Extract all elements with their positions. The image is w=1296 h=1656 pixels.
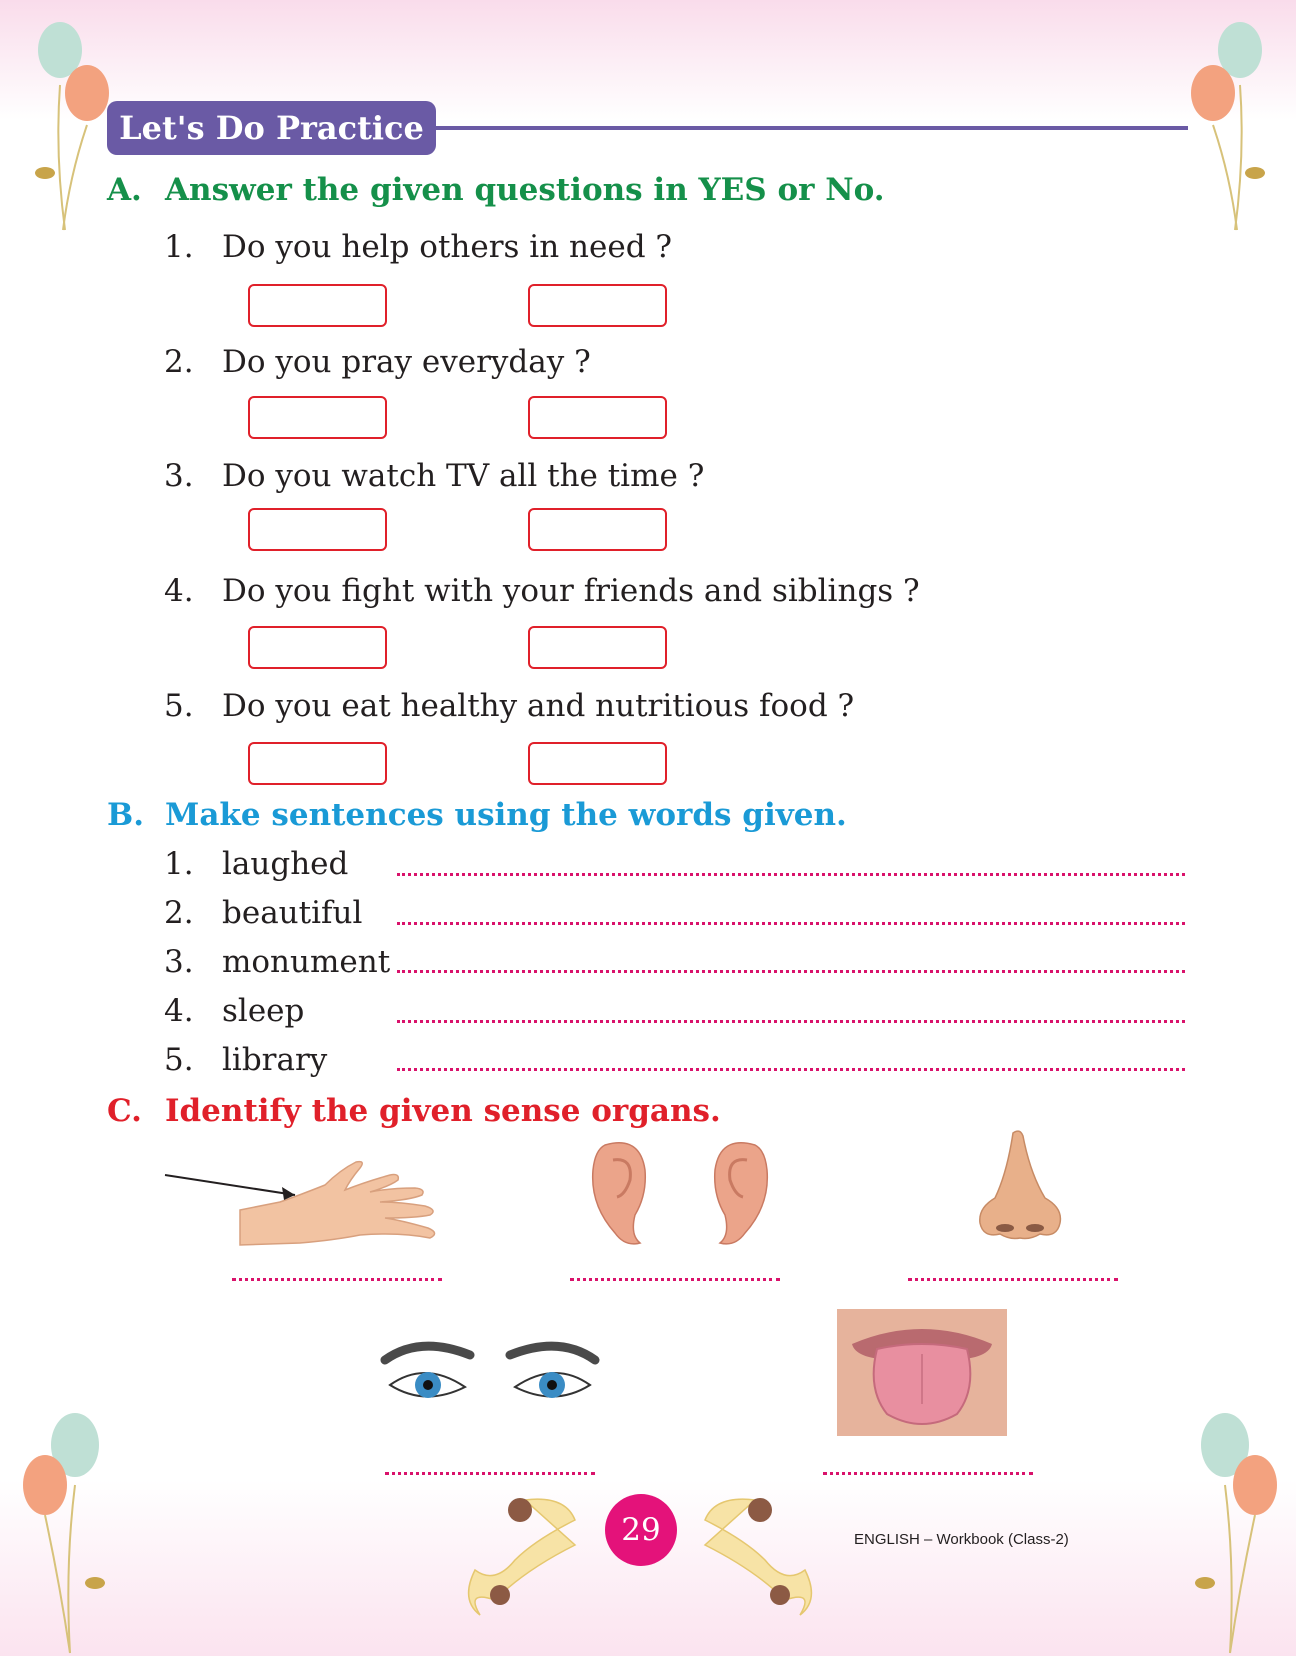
word-item-5: [164, 1042, 327, 1078]
word-number: 5.: [164, 1042, 194, 1078]
yes-box-5[interactable]: [248, 742, 387, 785]
word-number: 4.: [164, 993, 194, 1029]
tongue-icon: [837, 1309, 1007, 1436]
question-5: [164, 688, 854, 724]
section-b-letter: B.: [107, 797, 144, 833]
answer-line-tongue[interactable]: [823, 1472, 1033, 1475]
word-text: sleep: [222, 993, 305, 1029]
question-text: Do you fight with your friends and siblings ?: [222, 573, 920, 609]
answer-line-hand[interactable]: [232, 1278, 442, 1281]
no-box-3[interactable]: [528, 508, 667, 551]
balloons-bottom-right-icon: [1175, 1405, 1285, 1655]
section-a-letter: A.: [107, 172, 142, 208]
yes-box-4[interactable]: [248, 626, 387, 669]
question-4: [164, 573, 920, 609]
balloons-bottom-left-icon: [15, 1405, 125, 1655]
word-text: monument: [222, 944, 391, 980]
no-box-5[interactable]: [528, 742, 667, 785]
word-item-2: [164, 895, 362, 931]
answer-line-2[interactable]: [397, 922, 1185, 925]
answer-line-ears[interactable]: [570, 1278, 780, 1281]
book-title: ENGLISH – Workbook (Class-2): [854, 1531, 1069, 1548]
section-b-title: Make sentences using the words given.: [165, 797, 847, 833]
question-2: [164, 344, 591, 380]
word-item-1: [164, 846, 348, 882]
answer-line-3[interactable]: [397, 970, 1185, 973]
question-1: [164, 229, 672, 265]
nose-icon: [975, 1128, 1065, 1243]
answer-line-eyes[interactable]: [385, 1472, 595, 1475]
ear-icon: [585, 1135, 775, 1245]
question-text: Do you watch TV all the time ?: [222, 458, 705, 494]
section-a-title: Answer the given questions in YES or No.: [165, 172, 885, 208]
question-number: 1.: [164, 229, 194, 265]
page-title: Let's Do Practice: [107, 101, 436, 155]
word-text: beautiful: [222, 895, 363, 931]
question-3: [164, 458, 704, 494]
question-number: 2.: [164, 344, 194, 380]
answer-line-4[interactable]: [397, 1020, 1185, 1023]
yes-box-1[interactable]: [248, 284, 387, 327]
section-c-title: Identify the given sense organs.: [165, 1093, 721, 1129]
answer-line-1[interactable]: [397, 873, 1185, 876]
answer-line-5[interactable]: [397, 1068, 1185, 1071]
balloons-top-right-icon: [1175, 15, 1285, 235]
hand-icon: [160, 1140, 440, 1250]
word-number: 1.: [164, 846, 194, 882]
section-b-heading: [107, 797, 847, 833]
title-rule: [436, 126, 1188, 130]
section-a-heading: [107, 172, 885, 208]
question-number: 3.: [164, 458, 194, 494]
word-text: library: [222, 1042, 328, 1078]
ribbon-right-icon: [700, 1490, 825, 1620]
word-number: 3.: [164, 944, 194, 980]
page-number: 29: [605, 1494, 677, 1566]
section-c-letter: C.: [107, 1093, 142, 1129]
word-item-4: [164, 993, 304, 1029]
no-box-4[interactable]: [528, 626, 667, 669]
word-item-3: [164, 944, 390, 980]
question-text: Do you eat healthy and nutritious food ?: [222, 688, 855, 724]
section-c-heading: [107, 1093, 721, 1129]
question-text: Do you pray everyday ?: [222, 344, 591, 380]
no-box-1[interactable]: [528, 284, 667, 327]
yes-box-2[interactable]: [248, 396, 387, 439]
question-number: 5.: [164, 688, 194, 724]
eye-icon: [380, 1335, 600, 1415]
question-number: 4.: [164, 573, 194, 609]
word-number: 2.: [164, 895, 194, 931]
yes-box-3[interactable]: [248, 508, 387, 551]
word-text: laughed: [222, 846, 349, 882]
answer-line-nose[interactable]: [908, 1278, 1118, 1281]
question-text: Do you help others in need ?: [222, 229, 673, 265]
no-box-2[interactable]: [528, 396, 667, 439]
ribbon-left-icon: [455, 1490, 580, 1620]
